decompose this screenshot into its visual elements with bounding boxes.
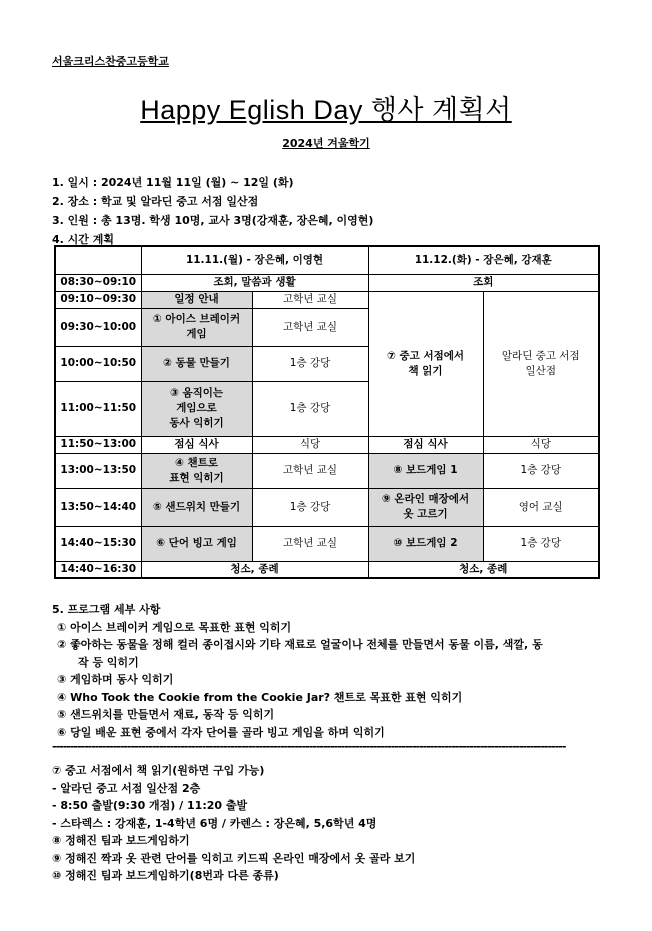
program-subitem: - 알라딘 중고 서점 일산점 2층 [52,781,201,795]
program-item: ⑧ 정해진 팀과 보드게임하기 [52,834,190,847]
day2-activity-cell: 점심 식사 [368,436,483,453]
table-row [55,436,599,453]
time-cell: 09:10~09:30 [55,291,141,308]
place-cell: 고학년 교실 [252,308,368,346]
time-cell: 11:00~11:50 [55,381,141,436]
place-cell: 고학년 교실 [252,291,368,308]
program-item: ③ 게임하며 동사 익히기 [57,673,174,686]
time-cell: 08:30~09:10 [55,274,141,291]
place-cell: 1층 강당 [252,346,368,381]
table-row [55,291,599,308]
document-title: Happy Eglish Day 행사 계획서 [140,95,512,125]
activity-cell: 일정 안내 [141,291,252,308]
day2-activity-cell: ⑩ 보드게임 2 [368,526,483,561]
time-cell: 10:00~10:50 [55,346,141,381]
table-row [55,561,599,578]
table-row [55,488,599,526]
activity-cell: ③ 움직이는 게임으로 동사 익히기 [141,381,252,436]
program-item: ⑨ 정해진 짝과 옷 관련 단어를 익히고 키드픽 온라인 매장에서 옷 골라 보기 [52,851,416,865]
activity-cell: ⑤ 샌드위치 만들기 [141,488,252,526]
day1-header: 11.11.(월) - 장은혜, 이영현 [141,246,368,274]
program-item: ⑩ 정해진 팀과 보드게임하기(8번과 다른 종류) [52,869,279,882]
info-schedule-heading: 4. 시간 계획 [52,233,114,246]
day2-header: 11.12.(화) - 장은혜, 강재훈 [368,246,599,274]
time-cell: 13:00~13:50 [55,453,141,488]
program-item-continued: 작 등 익히기 [78,655,139,669]
program-item: ⑥ 당일 배운 표현 중에서 각자 단어를 골라 빙고 게임을 하며 익히기 [57,725,385,739]
program-heading: 5. 프로그램 세부 사항 [52,603,161,616]
program-subitem: - 8:50 출발(9:30 개점) / 11:20 출발 [52,799,248,812]
activity-cell: ② 동물 만들기 [141,346,252,381]
info-date: 1. 일시 : 2024년 11월 11일 (월) ~ 12일 (화) [52,176,294,189]
program-item: ⑤ 샌드위치를 만들면서 재료, 동작 등 익히기 [57,708,275,721]
place-cell: 식당 [252,436,368,453]
time-cell: 14:40~15:30 [55,526,141,561]
day2-place-cell: 1층 강당 [483,526,599,561]
program-item: ② 좋아하는 동물을 정해 컬러 종이접시와 기타 재료로 얼굴이나 전체를 만들면서 동물 이름, 색깔, 동 [57,638,543,651]
activity-cell: ④ 챈트로 표현 익히기 [141,453,252,488]
day2-place-cell: 영어 교실 [483,488,599,526]
corner-cell [55,246,141,274]
school-name: 서울크리스찬중고등학교 [52,55,169,68]
dashed-divider: ------------------------------------------------------------------------------------------------------------------------------------------------ [52,740,566,753]
program-details [52,601,612,741]
day2-program-details [52,762,612,885]
activity-cell: ① 아이스 브레이커 게임 [141,308,252,346]
time-cell: 11:50~13:00 [55,436,141,453]
info-place: 2. 장소 : 학교 및 알라딘 중고 서점 일산점 [52,195,259,208]
day2-place-cell: 1층 강당 [483,453,599,488]
place-cell: 1층 강당 [252,488,368,526]
day1-assembly: 조회, 말씀과 생활 [141,274,368,291]
day1-closing: 청소, 종례 [141,561,368,578]
table-row [55,526,599,561]
schedule-table [54,245,600,579]
time-cell: 13:50~14:40 [55,488,141,526]
event-info [52,173,373,249]
table-row [55,246,599,274]
activity-cell: ⑥ 단어 빙고 게임 [141,526,252,561]
program-item: ① 아이스 브레이커 게임으로 목표한 표현 익히기 [57,620,292,634]
table-row [55,274,599,291]
place-cell: 고학년 교실 [252,453,368,488]
day2-bookstore-activity: ⑦ 중고 서점에서 책 읽기 [368,291,483,436]
day2-assembly: 조회 [368,274,599,291]
place-cell: 고학년 교실 [252,526,368,561]
day2-place-cell: 식당 [483,436,599,453]
day2-activity-cell: ⑧ 보드게임 1 [368,453,483,488]
time-cell: 14:40~16:30 [55,561,141,578]
table-row [55,453,599,488]
time-cell: 09:30~10:00 [55,308,141,346]
place-cell: 1층 강당 [252,381,368,436]
semester-label: 2024년 겨울학기 [282,137,370,150]
program-item: ④ Who Took the Cookie from the Cookie Jar? 챈트로 목표한 표현 익히기 [57,690,463,704]
day2-bookstore-place: 알라딘 중고 서점 일산점 [483,291,599,436]
day2-closing: 청소, 종례 [368,561,599,578]
program-item: ⑦ 중고 서점에서 책 읽기(원하면 구입 가능) [52,764,265,777]
day2-activity-cell: ⑨ 온라인 매장에서 옷 고르기 [368,488,483,526]
program-subitem: - 스타렉스 : 강재훈, 1-4학년 6명 / 카렌스 : 장은혜, 5,6학년 4명 [52,816,377,830]
info-people: 3. 인원 : 총 13명. 학생 10명, 교사 3명(강재훈, 장은혜, 이영현) [52,214,374,227]
activity-cell: 점심 식사 [141,436,252,453]
